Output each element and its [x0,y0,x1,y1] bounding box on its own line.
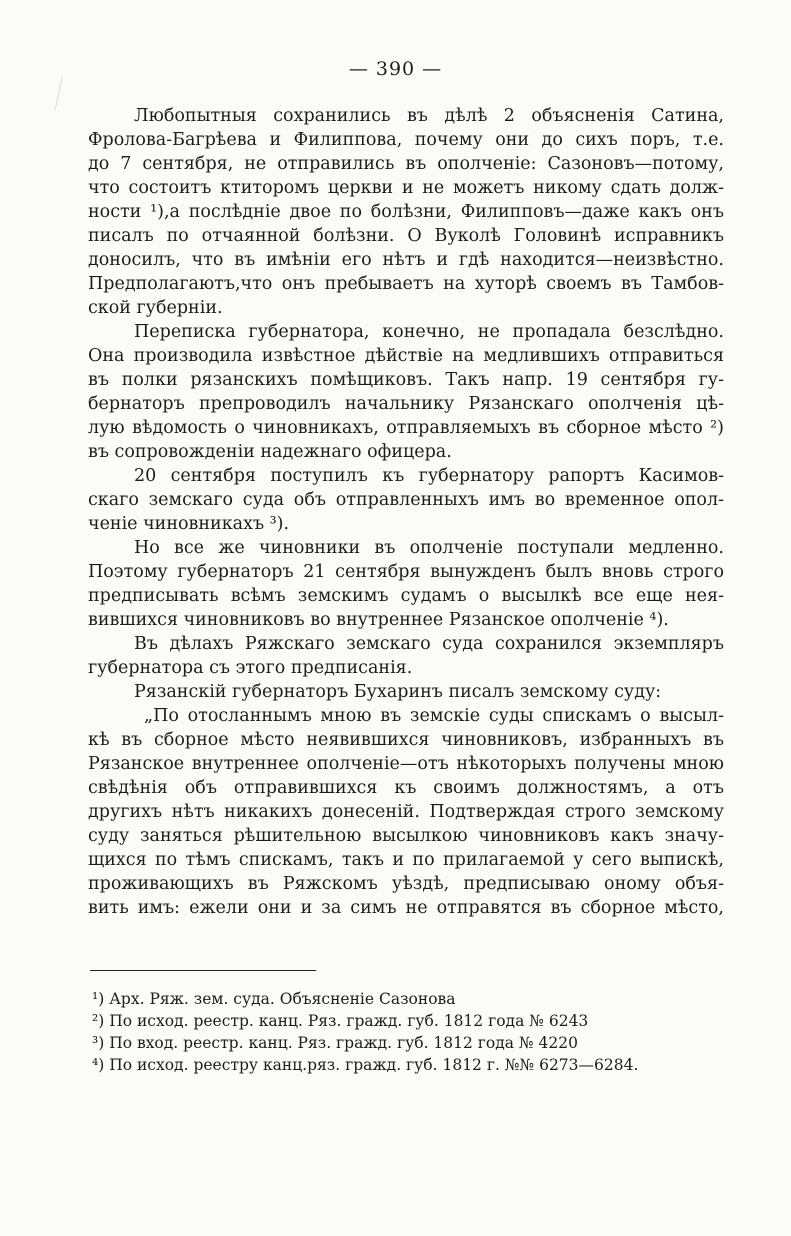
text-line: Въ дѣлахъ Ряжскаго земскаго суда сохранился экземпляръ [134,634,724,654]
text-line: Поэтому губернаторъ 21 сентября вынужденъ былъ вновь строго [88,562,724,582]
text-line: въ полки рязанскихъ помѣщиковъ. Такъ напр. 19 сентября гу- [88,370,724,390]
text-line: что состоитъ ктиторомъ церкви и не можетъ никому сдать долж- [88,178,724,198]
text-line: ченіе чиновникахъ ³). [88,514,290,534]
text-line: губернатора съ этого предписанія. [88,658,413,678]
text-line: писалъ по отчаянной болѣзни. О Вуколѣ Головинѣ исправникъ [88,226,724,246]
text-line: до 7 сентября, не отправились въ ополченіе: Сазоновъ—потому, [88,154,724,174]
footnote-divider [90,970,316,971]
text-line: свѣдѣнія объ отправившихся къ своимъ должностямъ, а отъ [88,778,724,798]
body-text [88,104,724,920]
scan-artifact-mark [55,77,79,114]
text-line: Но все же чиновники въ ополченіе поступали медленно. [134,538,724,558]
footnote-4: ⁴) По исход. реестру канц.ряз. гражд. губ. 1812 г. №№ 6273—6284. [92,1056,639,1074]
text-line: Любопытныя сохранились въ дѣлѣ 2 объясненія Сатина, [134,106,724,126]
text-line: „По отосланнымъ мною въ земскіе суды спискамъ о высыл- [144,706,724,726]
text-line: щихся по тѣмъ спискамъ, такъ и по прилагаемой у сего выпискѣ, [88,850,724,870]
page-number: — 390 — [348,58,443,80]
footnote-2: ²) По исход. реестр. канц. Ряз. гражд. губ. 1812 года № 6243 [92,1012,589,1030]
text-line: вившихся чиновниковъ во внутреннее Рязанское ополченіе ⁴). [88,610,669,630]
text-line: предписывать всѣмъ земскимъ судамъ о высылкѣ все еще нея- [88,586,724,606]
text-line: 20 сентября поступилъ къ губернатору рапортъ Касимов- [134,466,724,486]
text-line: Рязанскій губернаторъ Бухаринъ писалъ земскому суду: [134,682,662,702]
text-line: въ сопровожденіи надежнаго офицера. [88,442,452,462]
text-line: Переписка губернатора, конечно, не пропадала безслѣдно. [134,322,724,342]
text-line: вить имъ: ежели они и за симъ не отправятся въ сборное мѣсто, [88,898,724,918]
text-line: бернаторъ препроводилъ начальнику Рязанскаго ополченія цѣ- [88,394,724,414]
text-line: Предполагаютъ,что онъ пребываетъ на хуторѣ своемъ въ Тамбов- [88,274,724,294]
text-line: ности ¹),а послѣдніе двое по болѣзни, Филипповъ—даже какъ онъ [88,202,724,222]
text-line: лую вѣдомость о чиновникахъ, отправляемыхъ въ сборное мѣсто ²) [88,418,724,438]
text-line: проживающихъ въ Ряжскомъ уѣздѣ, предписываю оному объя- [88,874,724,894]
text-line: Она производила извѣстное дѣйствіе на медлившихъ отправиться [88,346,724,366]
text-line: суду заняться рѣшительною высылкою чиновниковъ какъ значу- [88,826,724,846]
text-line: кѣ въ сборное мѣсто неявившихся чиновниковъ, избранныхъ въ [88,730,724,750]
text-line: Фролова-Багрѣева и Филиппова, почему они до сихъ поръ, т.е. [88,130,724,150]
footnotes-block [92,988,732,1076]
footnote-3: ³) По вход. реестр. канц. Ряз. гражд. губ. 1812 года № 4220 [92,1034,579,1052]
text-line: Рязанское внутреннее ополченіе—отъ нѣкоторыхъ получены мною [88,754,724,774]
footnote-1: ¹) Арх. Ряж. зем. суда. Объясненіе Сазонова [92,990,456,1008]
text-line: ской губерніи. [88,298,223,318]
text-line: скаго земскаго суда объ отправленныхъ имъ во временное опол- [88,490,724,510]
text-line: доносилъ, что въ имѣніи его нѣтъ и гдѣ находится—неизвѣстно. [88,250,724,270]
text-line: другихъ нѣтъ никакихъ донесеній. Подтверждая строго земскому [88,802,724,822]
